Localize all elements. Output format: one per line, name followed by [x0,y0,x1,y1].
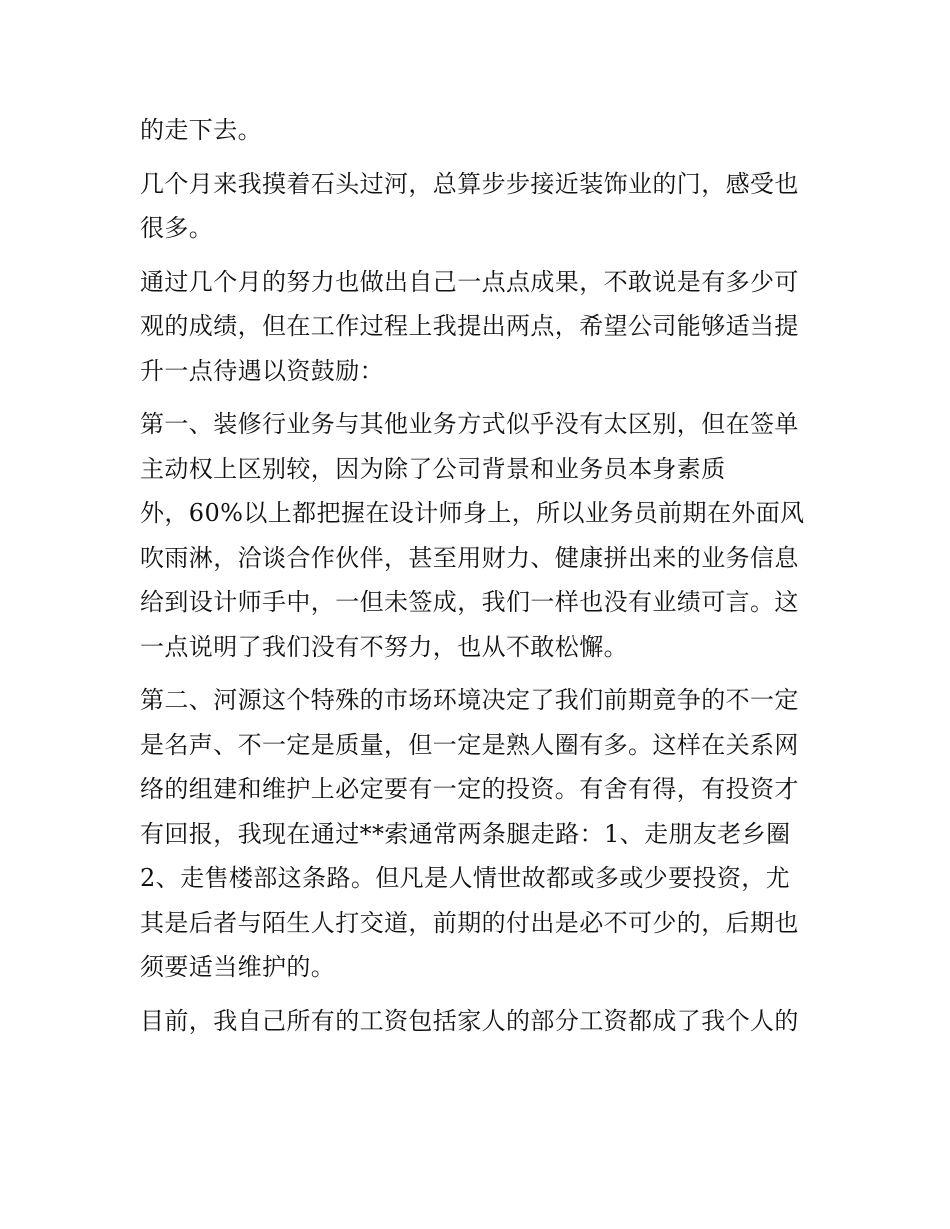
paragraph-gap [140,153,812,162]
paragraph-gap [140,393,812,402]
paragraph-line: 第二、河源这个特殊的市场环境决定了我们前期竟争的不一定 [140,686,799,714]
paragraph [140,260,812,394]
paragraph-line: 2、走售楼部这条路。但凡是人情世故都或多或少要投资，尤 [140,864,791,892]
paragraph-line: 第一、装修行业务与其他业务方式似乎没有太区别，但在签单 [140,410,799,438]
paragraph-gap [140,669,812,678]
paragraph-line: 给到设计师手中，一但未签成，我们一样也没有业绩可言。这 [140,588,799,616]
document-body [140,108,812,1043]
paragraph-line: 升一点待遇以资鼓励： [140,356,384,385]
paragraph-line: 外，60%以上都把握在设计师身上，所以业务员前期在外面风 [140,499,805,527]
paragraph [140,402,812,669]
paragraph-line: 一点说明了我们没有不努力，也从不敢松懈。 [140,632,628,661]
paragraph-line: 须要适当维护的。 [140,953,336,981]
paragraph-line: 络的组建和维护上必定要有一定的投资。有舍有得，有投资才 [140,775,799,803]
paragraph [140,999,812,1044]
paragraph-line: 主动权上区别较，因为除了公司背景和业务员本身素质 [140,454,726,483]
paragraph-gap [140,251,812,260]
paragraph-line: 观的成绩，但在工作过程上我提出两点，希望公司能够适当提 [140,312,799,340]
paragraph-line: 目前，我自己所有的工资包括家人的部分工资都成了我个人的 [140,1006,799,1035]
paragraph-line: 其是后者与陌生人打交道，前期的付出是必不可少的，后期也 [140,908,799,937]
paragraph [140,162,812,251]
paragraph-gap [140,990,812,999]
paragraph-line: 的走下去。 [140,116,262,144]
paragraph-line: 通过几个月的努力也做出自己一点点成果，不敢说是有多少可 [140,267,799,296]
paragraph-line: 是名声、不一定是质量，但一定是熟人圈有多。这样在关系网 [140,730,799,759]
paragraph [140,678,812,990]
paragraph [140,108,812,153]
paragraph-line: 很多。 [140,214,214,242]
paragraph-line: 吹雨淋，洽谈合作伙伴，甚至用财力、健康拼出来的业务信息 [140,543,799,572]
paragraph-line: 有回报，我现在通过**索通常两条腿走路：1、走朋友老乡圈 [140,819,791,848]
paragraph-line: 几个月来我摸着石头过河，总算步步接近装饰业的门，感受也 [140,169,799,198]
